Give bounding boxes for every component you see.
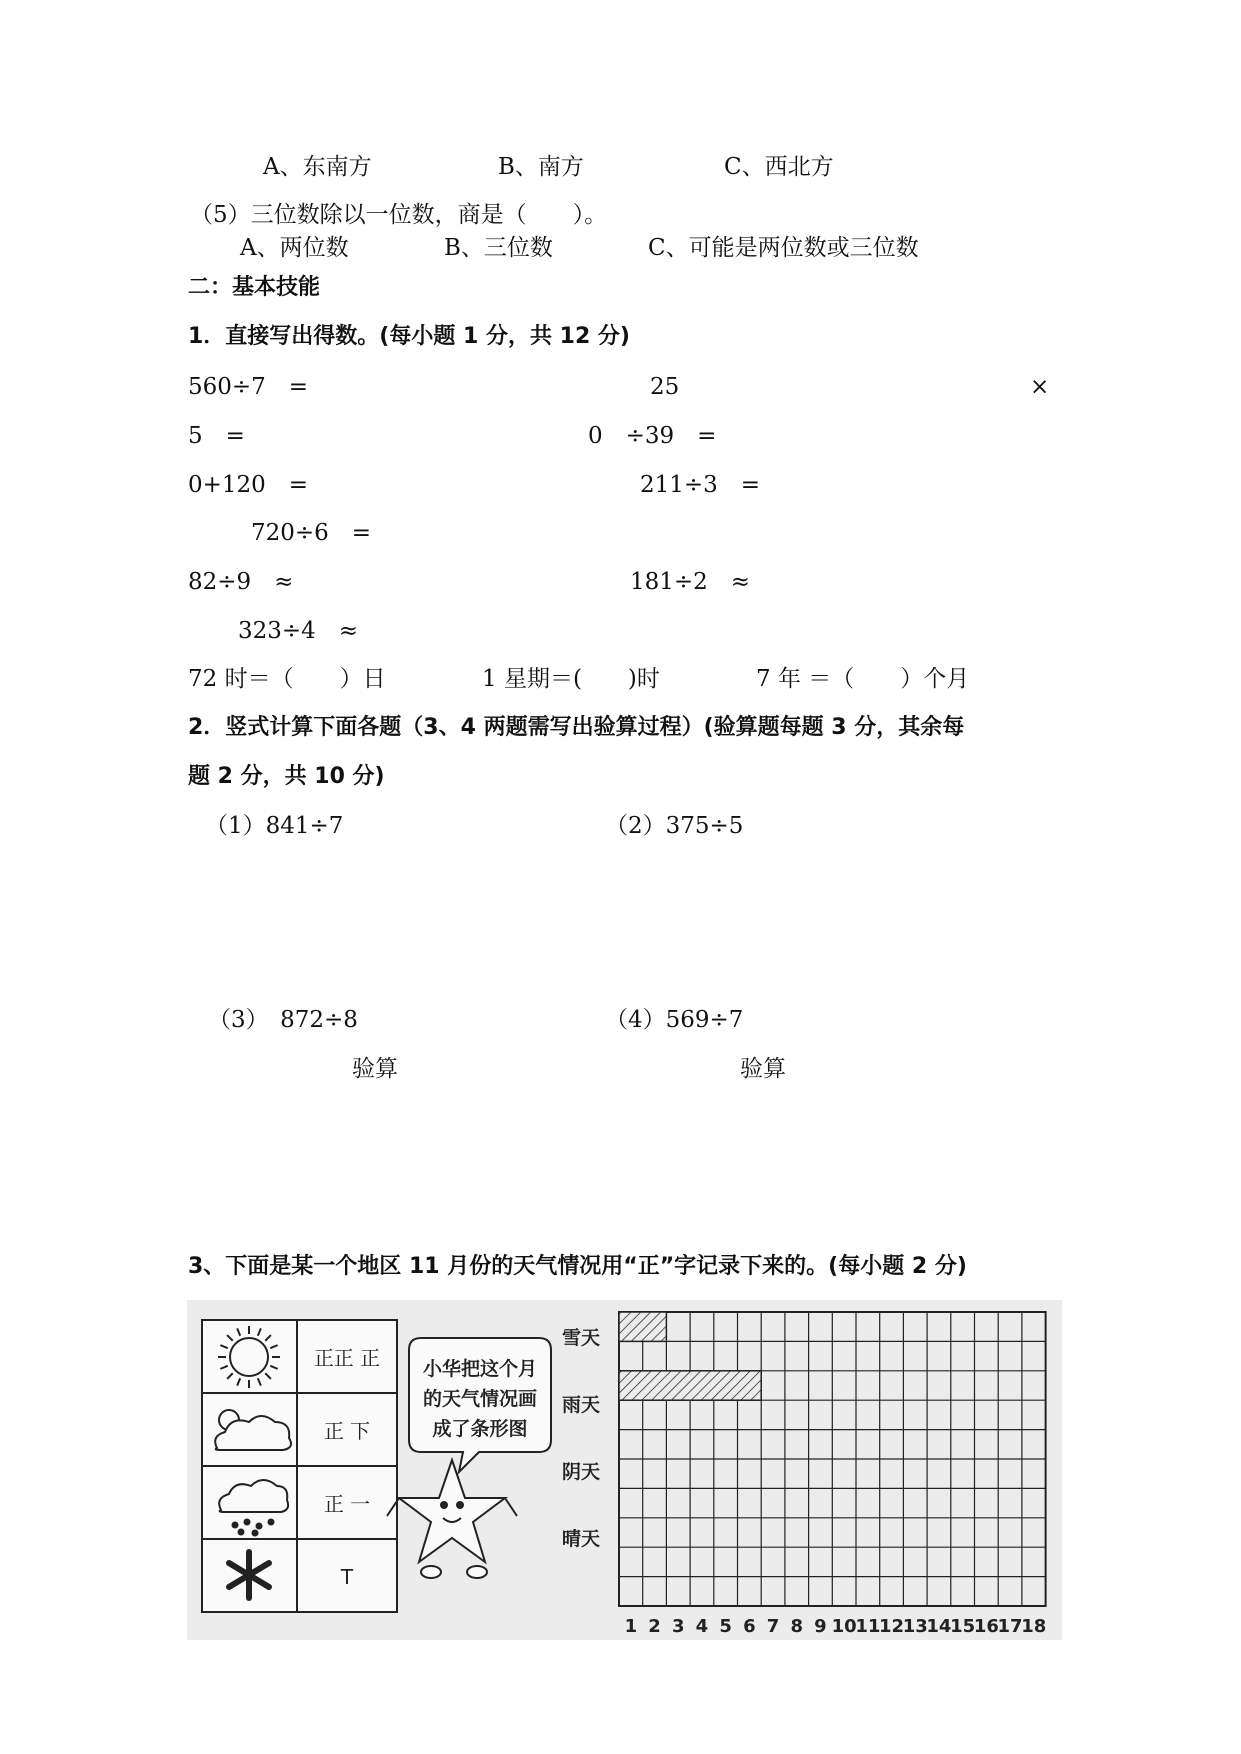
x-tick-label: 18 xyxy=(1021,1616,1047,1637)
part1-title: 1．直接写出得数。(每小题 1 分，共 12 分) xyxy=(188,324,630,349)
bubble-line: 的天气情况画 xyxy=(422,1388,538,1410)
unit-conversion: 72 时＝（ ）日 xyxy=(188,666,386,692)
calc-item: 0 ÷39 = xyxy=(588,423,717,449)
unit-conversion: 1 星期＝( )时 xyxy=(482,666,660,692)
check-label: 验算 xyxy=(352,1056,398,1082)
part2-title-cont: 题 2 分，共 10 分) xyxy=(188,764,385,789)
tally-snowy: T xyxy=(340,1565,354,1589)
x-tick-label: 14 xyxy=(926,1616,952,1637)
x-tick-label: 1 xyxy=(624,1616,638,1637)
star-mascot-icon xyxy=(387,1460,517,1578)
calc-item: 0+120 = xyxy=(188,472,309,498)
q5-option-b: B、三位数 xyxy=(444,235,553,261)
calc-item: 25 xyxy=(650,374,680,400)
category-label-sunny: 晴天 xyxy=(562,1528,601,1550)
x-tick-label: 5 xyxy=(719,1616,732,1637)
x-tick-label: 9 xyxy=(814,1616,827,1637)
bar-chart xyxy=(562,1312,1046,1637)
calc-item: 181÷2 ≈ xyxy=(630,569,751,595)
section-title: 二：基本技能 xyxy=(188,275,321,300)
weather-figure xyxy=(187,1300,1062,1640)
vertical-problem-1: （1）841÷7 xyxy=(205,813,344,839)
check-label: 验算 xyxy=(740,1056,786,1082)
category-label-rain: 雨天 xyxy=(562,1394,601,1416)
part2-title: 2．竖式计算下面各题（3、4 两题需写出验算过程）(验算题每题 3 分，其余每 xyxy=(188,715,965,740)
x-tick-label: 7 xyxy=(766,1616,780,1637)
x-tick-label: 8 xyxy=(790,1616,804,1637)
category-label-snow: 雪天 xyxy=(562,1327,601,1349)
x-tick-label: 12 xyxy=(879,1616,905,1637)
q5-option-c: C、可能是两位数或三位数 xyxy=(648,235,919,261)
bar-1 xyxy=(619,1371,761,1400)
unit-conversion: 7 年 ＝（ ）个月 xyxy=(756,666,970,692)
category-label-overcast: 阴天 xyxy=(562,1461,601,1483)
x-tick-label: 11 xyxy=(855,1616,881,1637)
tally-rainy: 正 一 xyxy=(323,1492,371,1516)
q4-option-c: C、西北方 xyxy=(724,154,834,180)
calc-item: 560÷7 = xyxy=(188,374,309,400)
x-tick-label: 2 xyxy=(648,1616,661,1637)
calc-item: 82÷9 ≈ xyxy=(188,569,294,595)
bubble-line: 小华把这个月 xyxy=(422,1358,538,1380)
q4-option-a: A、东南方 xyxy=(263,154,372,180)
bar-0 xyxy=(619,1312,666,1341)
x-tick-label: 3 xyxy=(671,1616,685,1637)
q5-stem: （5）三位数除以一位数，商是（ ）。 xyxy=(190,202,608,228)
vertical-problem-3: （3） 872÷8 xyxy=(208,1007,358,1033)
x-tick-label: 16 xyxy=(973,1616,999,1637)
tally-sunny: 正正 正 xyxy=(313,1346,381,1370)
vertical-problem-2: （2）375÷5 xyxy=(605,813,744,839)
tally-cloudy: 正 下 xyxy=(323,1419,371,1443)
times-sign: × xyxy=(1030,374,1050,400)
part3-title: 3、下面是某一个地区 11 月份的天气情况用“正”字记录下来的。(每小题 2 分) xyxy=(188,1254,967,1279)
x-tick-label: 4 xyxy=(695,1616,709,1637)
calc-item: 720÷6 = xyxy=(251,520,372,546)
x-tick-label: 17 xyxy=(997,1616,1023,1637)
x-tick-label: 15 xyxy=(950,1616,976,1637)
calc-item: 323÷4 ≈ xyxy=(238,618,359,644)
x-tick-label: 10 xyxy=(831,1616,857,1637)
speech-bubble xyxy=(409,1338,551,1472)
calc-item: 5 = xyxy=(188,423,245,449)
q5-option-a: A、两位数 xyxy=(240,235,349,261)
calc-item: 211÷3 = xyxy=(640,472,761,498)
q4-option-b: B、南方 xyxy=(498,154,584,180)
bubble-line: 成了条形图 xyxy=(432,1418,528,1440)
x-tick-label: 6 xyxy=(743,1616,756,1637)
vertical-problem-4: （4）569÷7 xyxy=(605,1007,744,1033)
x-tick-label: 13 xyxy=(902,1616,928,1637)
